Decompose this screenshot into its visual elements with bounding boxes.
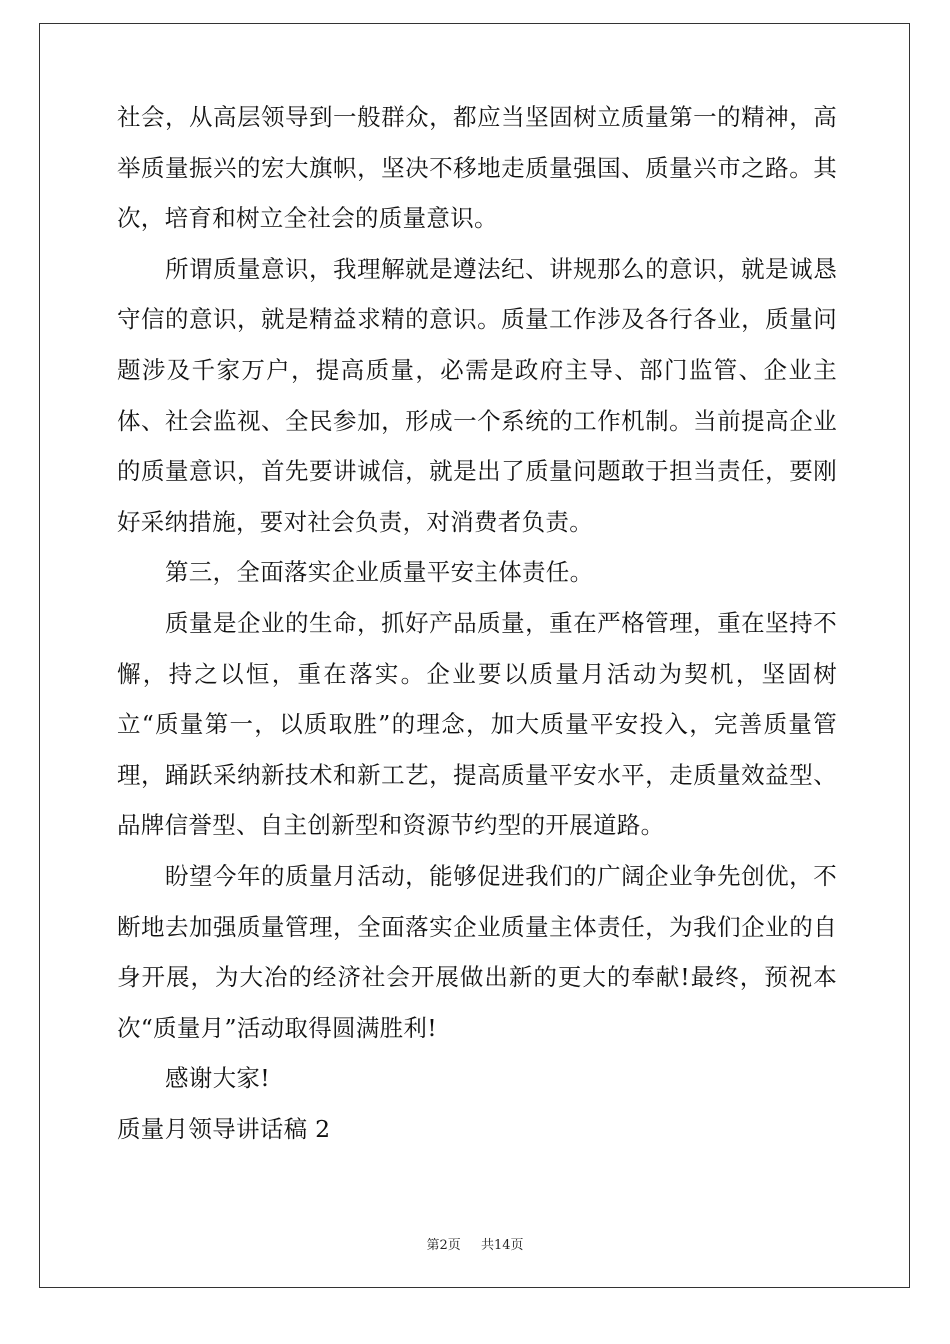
page-number: 第2页	[426, 1238, 461, 1253]
paragraph-enterprise-quality: 质量是企业的生命，抓好产品质量，重在严格管理，重在坚持不懈，持之以恒，重在落实。企业要以质量月活动为契机，坚固树立“质量第一，以质取胜”的理念，加大质量平安投入，完善质量管理，踊跃采纳新技术和新工艺，提高质量平安水平，走质量效益型、品牌信誉型、自主创新型和资源节约型的开展道路。	[117, 608, 837, 840]
page-footer	[0, 1234, 950, 1253]
document-body	[117, 92, 837, 1154]
paragraph-continuation: 社会，从高层领导到一般群众，都应当坚固树立质量第一的精神，高举质量振兴的宏大旗帜，坚决不移地走质量强国、质量兴市之路。其次，培育和树立全社会的质量意识。	[117, 103, 837, 233]
paragraph-third-point: 第三，全面落实企业质量平安主体责任。	[165, 558, 594, 587]
paragraph-quality-awareness: 所谓质量意识，我理解就是遵法纪、讲规那么的意识，就是诚恳守信的意识，就是精益求精的意识。质量工作涉及各行各业，质量问题涉及千家万户，提高质量，必需是政府主导、部门监管、企业主体、社会监视、全民参加，形成一个系统的工作机制。当前提高企业的质量意识，首先要讲诚信，就是出了质量问题敢于担当责任，要刚好采纳措施，要对社会负责，对消费者负责。	[117, 254, 837, 536]
page-total: 共14页	[481, 1238, 524, 1253]
paragraph-thanks: 感谢大家!	[165, 1064, 270, 1093]
paragraph-closing-hopes: 盼望今年的质量月活动，能够促进我们的广阔企业争先创优，不断地去加强质量管理，全面落实企业质量主体责任，为我们企业的自身开展，为大冶的经济社会开展做出新的更大的奉献!最终，预祝本次“质量月”活动取得圆满胜利!	[117, 861, 837, 1042]
section-heading: 质量月领导讲话稿 2	[117, 1114, 331, 1143]
